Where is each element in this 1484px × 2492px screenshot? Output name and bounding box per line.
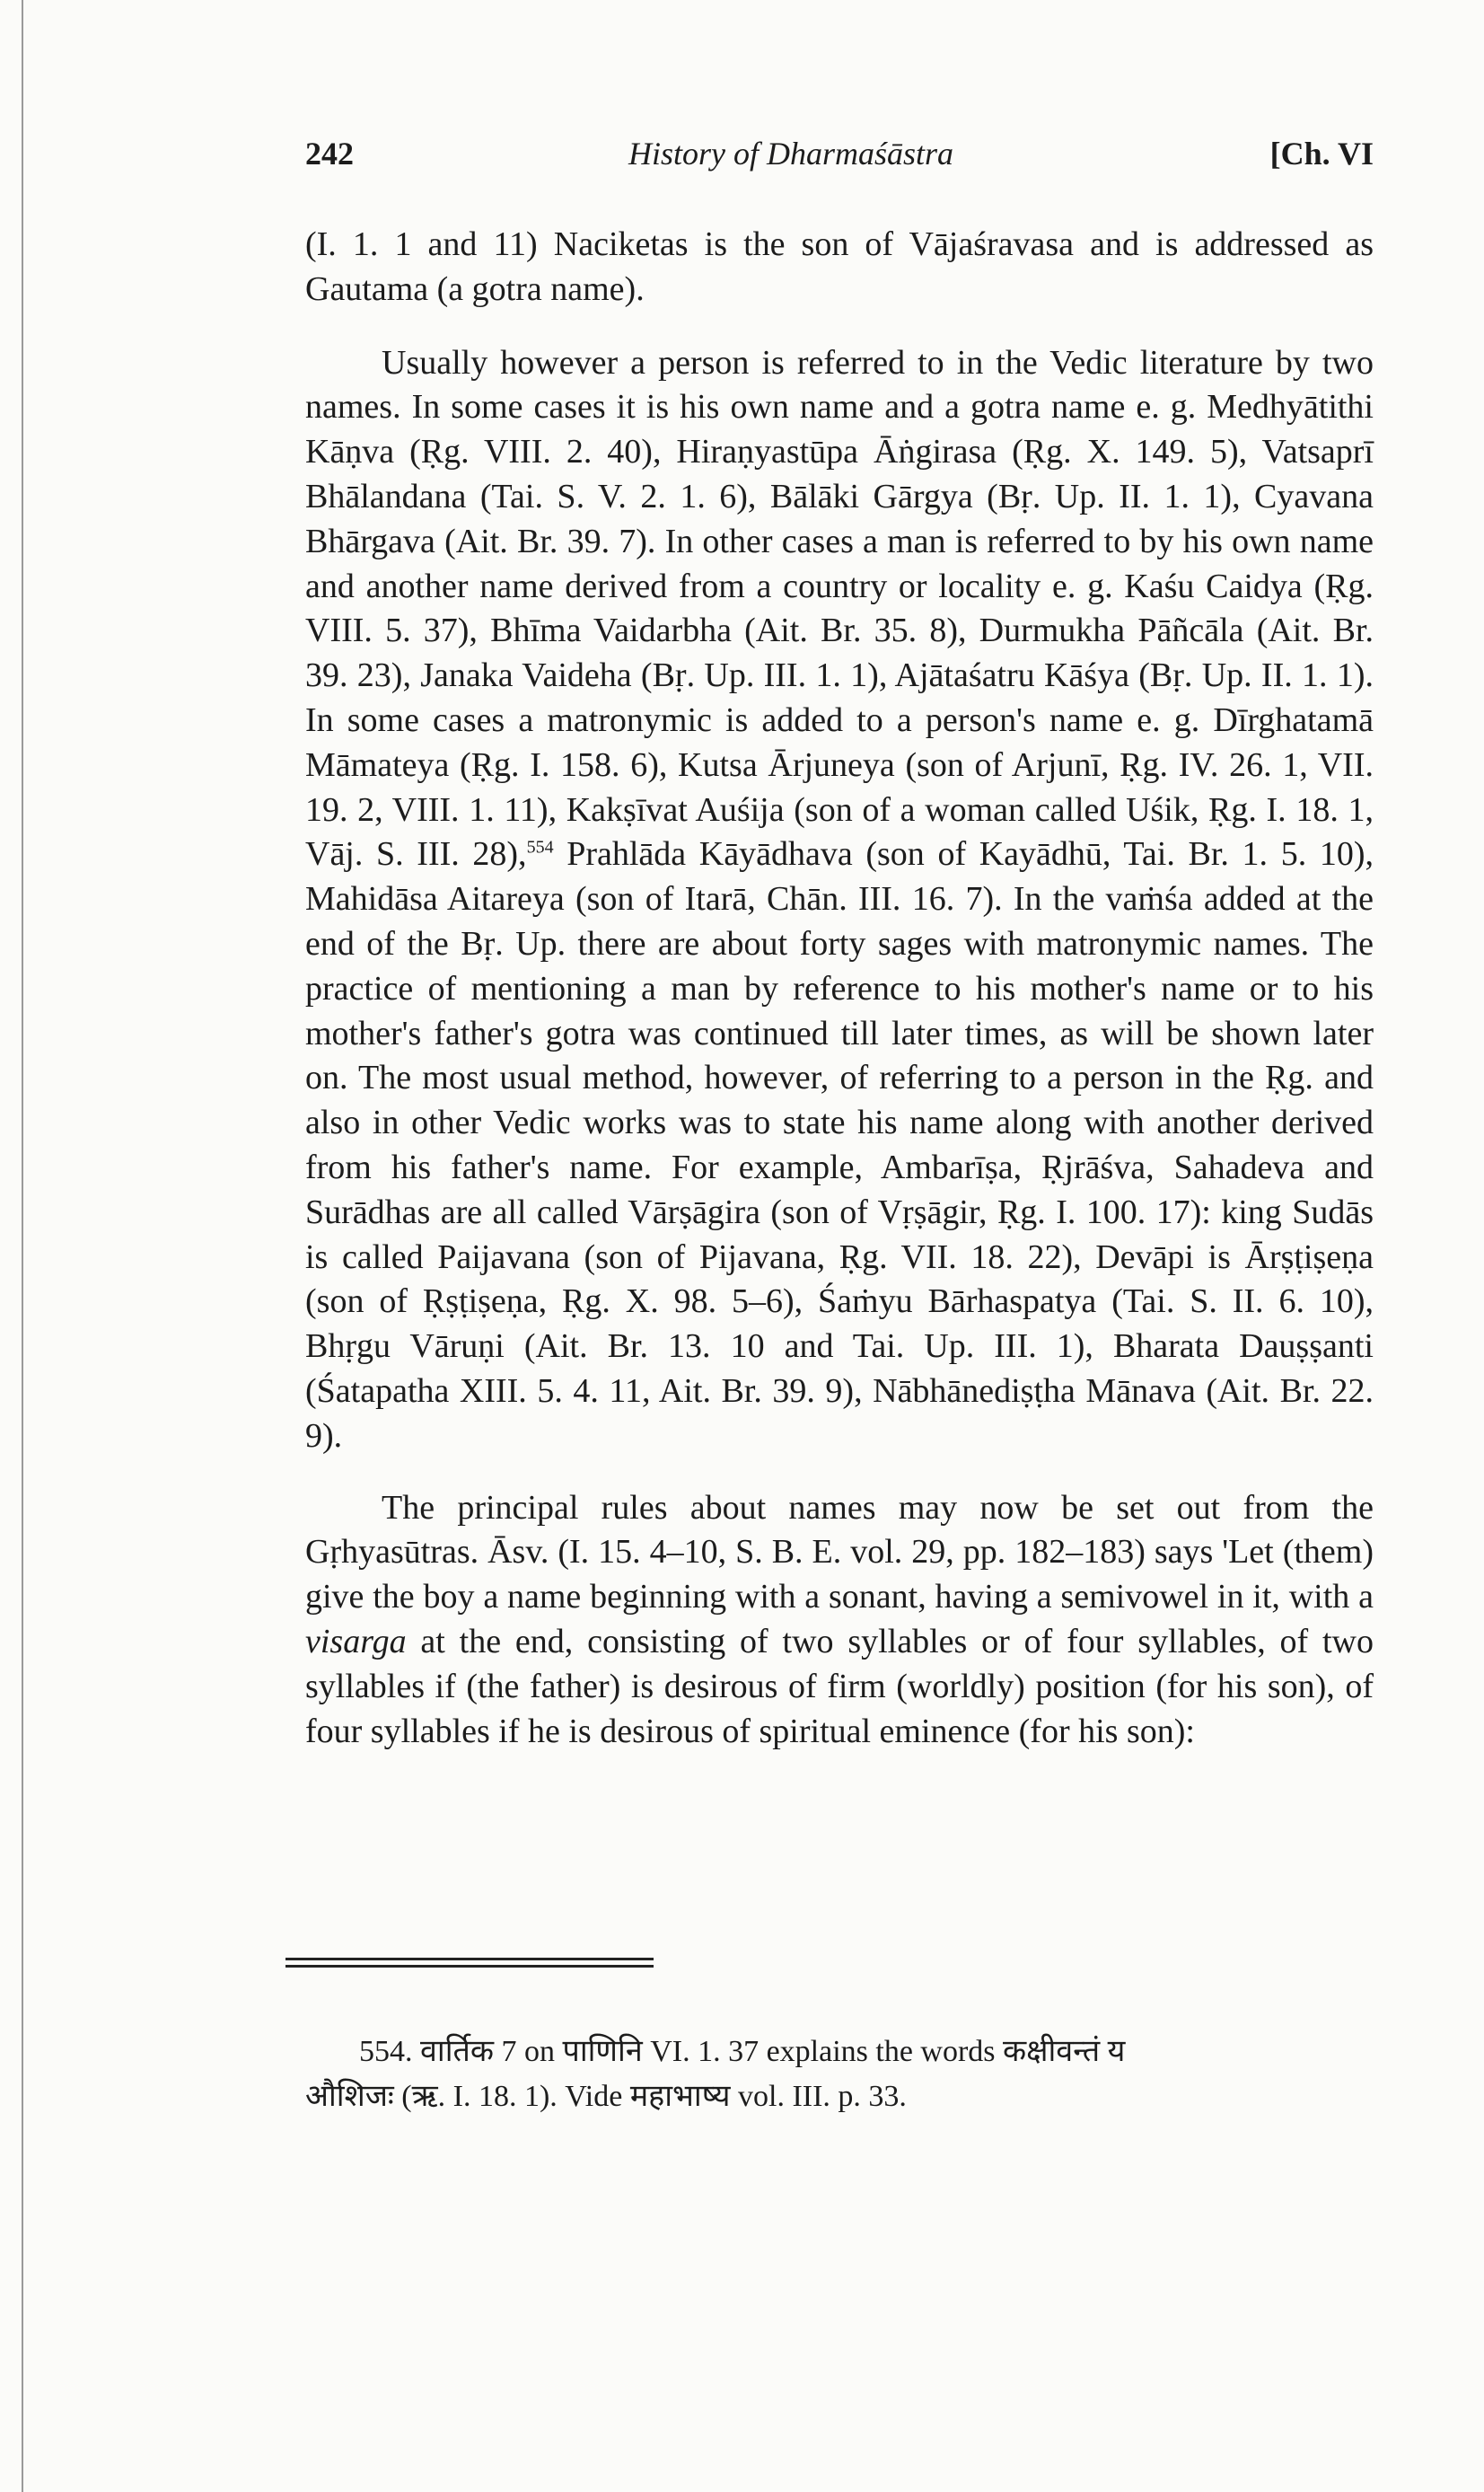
footnote-rule-top [285,1958,654,1960]
page-edge-line [22,0,23,2492]
main-text [305,223,1374,1754]
paragraph-grhyasutras [305,1486,1374,1755]
page-number: 242 [305,136,354,172]
footnote-line-2: औशिजः (ऋ. I. 18. 1). Vide महाभाष्य vol. III. p. 33. [305,2080,907,2113]
footnote-reference: 554 [526,837,554,858]
paragraph-continuation: (I. 1. 1 and 11) Naciketas is the son of Vājaśravasa and is addressed as Gautama (a gotra name). [305,225,1374,308]
running-header [305,135,1374,189]
paragraph-names-text-cont: Prahlāda Kāyādhava (son of Kayādhū, Tai. Br. 1. 5. 10), Mahidāsa Aitareya (son of Itarā, Chān. III. 16. 7). In the vaṁśa added at the end of the Bṛ. Up. there are about forty sages with matronymic names. The practice of mentioning a man by reference to his mother's name or to his mother's father's gotra was continued till later times, as will be shown later on. The most usual method, however, of referring to a person in the Ṛg. and also in other Vedic works was to state his name along with another derived from his father's name. For example, Ambarīṣa, Ṛjrāśva, Sahadeva and Surādhas are all called Vārṣāgira (son of Vṛṣāgir, Ṛg. I. 100. 17): king Sudās is called Paijavana (son of Pijavana, Ṛg. VII. 18. 22), Devāpi is Ārṣṭiṣeṇa (son of Ṛṣṭiṣeṇa, Ṛg. X. 98. 5–6), Śaṁyu Bārhaspatya (Tai. S. II. 6. 10), Bhṛgu Vāruṇi (Ait. Br. 13. 10 and Tai. Up. III. 1), Bharata Dauṣṣanti (Śatapatha XIII. 5. 4. 11, Ait. Br. 39. 9), Nābhānediṣṭha Mānava (Ait. Br. 22. 9). [305,835,1374,1455]
italic-term: visarga [305,1622,407,1660]
chapter-label: [Ch. VI [1269,136,1374,172]
paragraph-grhyasutras-text: The principal rules about names may now be set out from the Gṛhyasūtras. Āsv. (I. 15. 4–10, S. B. E. vol. 29, pp. 182–183) says 'Let (them) give the boy a name beginning with a sonant, having a semivowel in it, with a [305,1488,1374,1616]
footnote-rule-bottom [285,1965,654,1968]
footnote [305,2030,1374,2119]
footnote-line-1: 554. वार्तिक 7 on पाणिनि VI. 1. 37 explains the words कक्षीवन्तं य [359,2035,1126,2068]
running-title: History of Dharmaśāstra [628,136,954,172]
paragraph-names [305,341,1374,1459]
paragraph-names-text: Usually however a person is referred to in the Vedic literature by two names. In some cases it is his own name and a gotra name e. g. Medhyātithi Kāṇva (Ṛg. VIII. 2. 40), Hiraṇyastūpa Āṅgirasa (Ṛg. X. 149. 5), Vatsaprī Bhālandana (Tai. S. V. 2. 1. 6), Bālāki Gārgya (Bṛ. Up. II. 1. 1), Cyavana Bhārgava (Ait. Br. 39. 7). In other cases a man is referred to by his own name and another name derived from a country or locality e. g. Kaśu Caidya (Ṛg. VIII. 5. 37), Bhīma Vaidarbha (Ait. Br. 35. 8), Durmukha Pāñcāla (Ait. Br. 39. 23), Janaka Vaideha (Bṛ. Up. III. 1. 1), Ajātaśatru Kāśya (Bṛ. Up. II. 1. 1). In some cases a matronymic is added to a person's name e. g. Dīrghatamā Māmateya (Ṛg. I. 158. 6), Kutsa Ārjuneya (son of Arjunī, Ṛg. IV. 26. 1, VII. 19. 2, VIII. 1. 11), Kakṣīvat Auśija (son of a woman called Uśik, Ṛg. I. 18. 1, Vāj. S. III. 28), [305,343,1374,874]
paragraph-grhyasutras-text-cont: at the end, consisting of two syllables or of four syllables, of two syllables if (the father) is desirous of firm (worldly) position (for his son), of four syllables if he is desirous of spiritual eminence (for his son): [305,1622,1374,1750]
